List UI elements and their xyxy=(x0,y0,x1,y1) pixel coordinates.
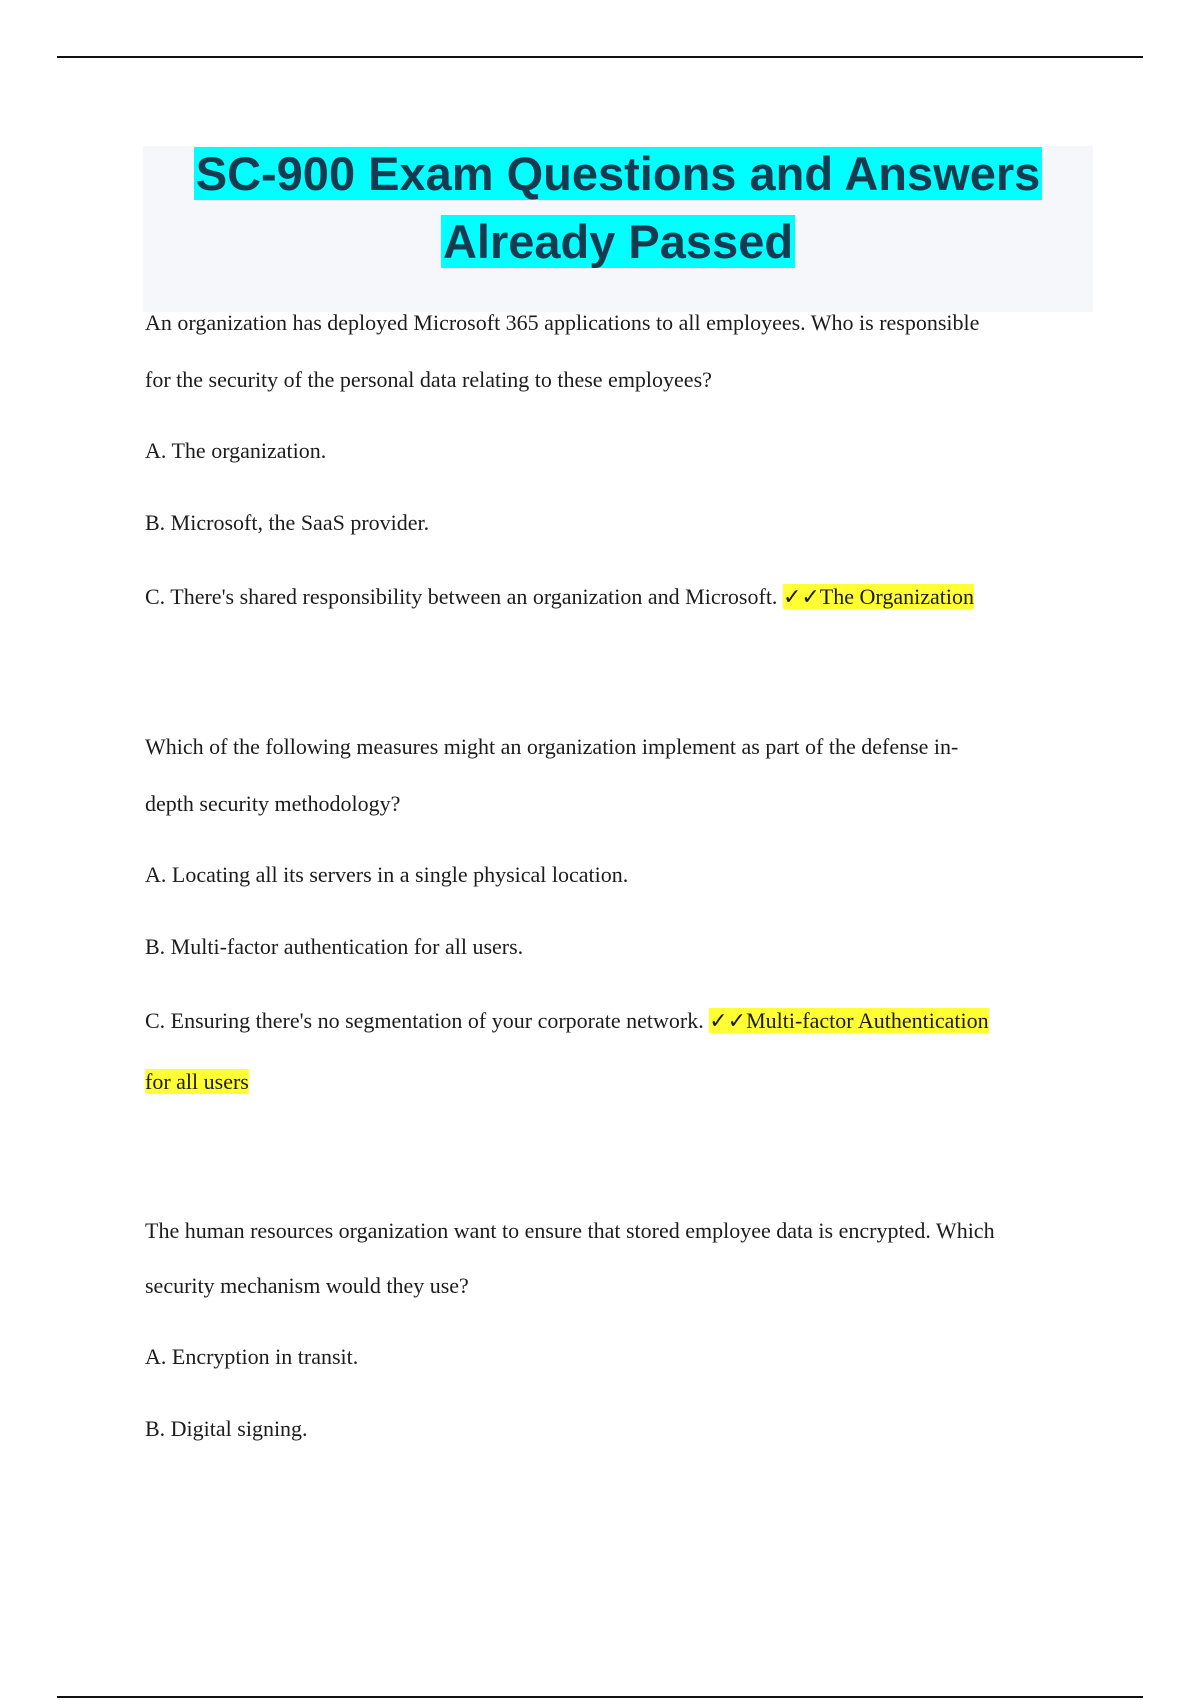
top-rule xyxy=(57,56,1143,58)
title-banner xyxy=(143,146,1093,312)
question-2-option-c-row xyxy=(145,1008,989,1034)
bottom-rule xyxy=(57,1696,1143,1698)
question-3-option-b: B. Digital signing. xyxy=(145,1416,308,1441)
question-2-text-line-1: Which of the following measures might an organization implement as part of the defense in- xyxy=(145,734,959,759)
question-1-text-line-1: An organization has deployed Microsoft 365 applications to all employees. Who is responsible xyxy=(145,310,980,335)
question-1-option-a: A. The organization. xyxy=(145,438,327,463)
question-2-text-line-2: depth security methodology? xyxy=(145,791,401,816)
question-2-option-a: A. Locating all its servers in a single physical location. xyxy=(145,862,629,887)
question-1-option-c: C. There's shared responsibility between an organization and Microsoft. xyxy=(145,584,778,609)
question-2-option-c: C. Ensuring there's no segmentation of your corporate network. xyxy=(145,1008,704,1033)
document-title-line-2: Already Passed xyxy=(442,215,794,268)
document-title-line-1: SC-900 Exam Questions and Answers xyxy=(195,147,1041,200)
question-1-answer-highlight: ✓✓The Organization xyxy=(782,584,974,609)
question-1-option-c-row xyxy=(145,584,974,610)
question-3-text-line-1: The human resources organization want to ensure that stored employee data is encrypted. Which xyxy=(145,1218,995,1243)
question-2-answer-highlight-part-2: for all users xyxy=(145,1069,249,1094)
question-1-text-line-2: for the security of the personal data relating to these employees? xyxy=(145,367,712,392)
question-2-option-b: B. Multi-factor authentication for all users. xyxy=(145,934,524,959)
question-3-option-a: A. Encryption in transit. xyxy=(145,1344,359,1369)
question-2-answer-highlight-part-1: ✓✓Multi-factor Authentication xyxy=(709,1008,989,1033)
question-3-text-line-2: security mechanism would they use? xyxy=(145,1273,469,1298)
question-2-answer-row-2 xyxy=(145,1069,249,1095)
question-1-option-b: B. Microsoft, the SaaS provider. xyxy=(145,510,430,535)
